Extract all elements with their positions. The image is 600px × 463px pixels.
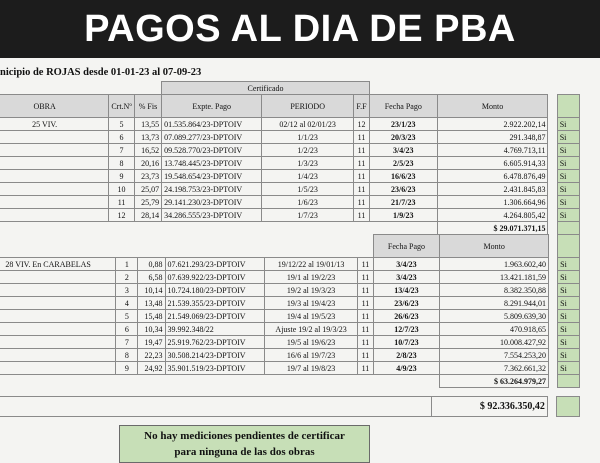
table-row [0,323,580,336]
fecha-cell: 21/7/23 [369,196,437,209]
extra-cell: Si [558,284,580,297]
spacer-cell [548,209,557,222]
ff-cell: 11 [358,271,373,284]
group-header-certificado: Certificado [162,82,370,95]
col-fis: % Fis [134,95,161,118]
fecha-cell: 23/6/23 [369,183,437,196]
crt-cell: 6 [109,131,134,144]
col-monto: Monto [437,95,548,118]
col-extra [557,95,579,118]
spacer-cell [549,284,558,297]
fecha-cell: 23/6/23 [373,297,440,310]
obra-cell [0,157,109,170]
table-row [0,336,580,349]
extra-cell: Si [557,157,579,170]
spacer-cell [548,118,557,131]
fecha-cell: 2/5/23 [369,157,437,170]
fis-cell: 13,73 [134,131,161,144]
fis-cell: 25,07 [134,183,161,196]
table-row [0,118,580,131]
spacer-cell [549,349,558,362]
periodo-cell: 19/7 al 19/8/23 [264,362,357,375]
fis-cell: 25,79 [134,196,161,209]
crt-cell: 2 [116,271,138,284]
note-line-1: No hay mediciones pendientes de certificar [144,430,345,442]
ff-cell: 11 [358,297,373,310]
monto-cell: 4.769.713,11 [437,144,548,157]
obra-cell [0,144,109,157]
fecha-cell: 3/4/23 [369,144,437,157]
fis-cell: 16,52 [134,144,161,157]
ff-cell: 11 [358,284,373,297]
obra-cell [0,271,116,284]
ff-cell: 11 [358,336,373,349]
col-fecha: Fecha Pago [369,95,437,118]
extra-cell: Si [558,349,580,362]
expte-cell: 19.548.654/23-DPTOIV [162,170,262,183]
obra-cell [0,349,116,362]
obra-cell [0,284,116,297]
payments-table-25-viv [0,81,580,235]
table-row [0,362,580,375]
fecha-cell: 3/4/23 [373,271,440,284]
periodo-cell: Ajuste 19/2 al 19/3/23 [264,323,357,336]
ff-cell: 11 [354,157,370,170]
fis-cell: 28,14 [134,209,161,222]
fis-cell: 22,23 [138,349,165,362]
table-row [0,297,580,310]
periodo-cell: 1/5/23 [262,183,354,196]
expte-cell: 21.539.355/23-DPTOIV [165,297,264,310]
extra-cell: Si [558,323,580,336]
ff-cell: 11 [358,310,373,323]
fis-cell: 20,16 [134,157,161,170]
monto-cell: 5.809.639,30 [440,310,549,323]
obra-cell [0,323,116,336]
monto-cell: 8.382.350,88 [440,284,549,297]
spacer-cell [548,183,557,196]
monto-cell: 2.922.202,14 [437,118,548,131]
crt-cell: 5 [116,310,138,323]
expte-cell: 30.508.214/23-DPTOIV [165,349,264,362]
fecha-cell: 10/7/23 [373,336,440,349]
periodo-cell: 19/12/22 al 19/01/13 [264,258,357,271]
fecha-cell: 4/9/23 [373,362,440,375]
table-row [0,209,580,222]
monto-cell: 8.291.944,01 [440,297,549,310]
grand-total-value: $ 92.336.350,42 [431,397,547,417]
obra-cell [0,170,109,183]
fecha-cell: 16/6/23 [369,170,437,183]
spacer-cell [549,258,558,271]
fis-cell: 10,34 [138,323,165,336]
extra-cell: Si [558,362,580,375]
fecha-cell: 12/7/23 [373,323,440,336]
extra-cell: Si [557,209,579,222]
table-row [0,258,580,271]
ff-cell: 11 [354,144,370,157]
fecha-cell: 26/6/23 [373,310,440,323]
ff-cell: 11 [358,323,373,336]
spacer-cell [549,323,558,336]
extra-cell: Si [558,271,580,284]
crt-cell: 7 [116,336,138,349]
obra-cell [0,297,116,310]
periodo-cell: 19/3 al 19/4/23 [264,297,357,310]
crt-cell: 10 [109,183,134,196]
obra-cell [0,183,109,196]
expte-cell: 07.621.293/23-DPTOIV [165,258,264,271]
col2-extra [558,235,580,258]
fis-cell: 10,14 [138,284,165,297]
monto-cell: 470.918,65 [440,323,549,336]
periodo-cell: 19/4 al 19/5/23 [264,310,357,323]
periodo-cell: 1/2/23 [262,144,354,157]
payments-table-28-viv [0,234,580,388]
crt-cell: 6 [116,323,138,336]
fecha-cell: 23/1/23 [369,118,437,131]
monto-cell: 7.554.253,20 [440,349,549,362]
table-row [0,170,580,183]
extra-cell: Si [558,258,580,271]
col2-fecha: Fecha Pago [373,235,440,258]
monto-cell: 7.362.661,32 [440,362,549,375]
col-obra: OBRA [0,95,109,118]
extra-cell: Si [557,118,579,131]
crt-cell: 8 [116,349,138,362]
ff-cell: 11 [358,349,373,362]
spacer-cell [549,297,558,310]
extra-cell: Si [557,196,579,209]
expte-cell: 39.992.348/22 [165,323,264,336]
ff-cell: 12 [354,118,370,131]
monto-cell: 10.008.427,92 [440,336,549,349]
expte-cell: 09.528.770/23-DPTOIV [162,144,262,157]
note-line-2: para ninguna de las dos obras [174,446,315,458]
fis-cell: 13,55 [134,118,161,131]
ff-cell: 11 [354,170,370,183]
obra-cell [0,336,116,349]
header-banner [0,0,600,58]
expte-cell: 35.901.519/23-DPTOIV [165,362,264,375]
extra-cell: Si [557,144,579,157]
obra-cell: 28 VIV. En CARABELAS [0,258,116,271]
fis-cell: 0,88 [138,258,165,271]
crt-cell: 1 [116,258,138,271]
ff-cell: 11 [358,362,373,375]
document-subtitle: nicipio de ROJAS desde 01-01-23 al 07-09-23 [0,67,202,78]
table-row [0,144,580,157]
fecha-cell: 2/8/23 [373,349,440,362]
fecha-cell: 1/9/23 [369,209,437,222]
crt-cell: 11 [109,196,134,209]
ff-cell: 11 [354,131,370,144]
periodo-cell: 1/4/23 [262,170,354,183]
fecha-cell: 3/4/23 [373,258,440,271]
table-row [0,131,580,144]
monto-cell: 1.306.664,96 [437,196,548,209]
table-row [0,310,580,323]
monto-cell: 6.605.914,33 [437,157,548,170]
expte-cell: 21.549.069/23-DPTOIV [165,310,264,323]
document-photo [0,58,600,463]
fis-cell: 15,48 [138,310,165,323]
crt-cell: 3 [116,284,138,297]
extra-cell: Si [557,131,579,144]
spacer-cell [548,170,557,183]
periodo-cell: 1/3/23 [262,157,354,170]
obra-cell [0,310,116,323]
monto-cell: 2.431.845,83 [437,183,548,196]
note-box [119,425,370,463]
obra-cell: 25 VIV. [0,118,109,131]
periodo-cell: 1/6/23 [262,196,354,209]
periodo-cell: 1/1/23 [262,131,354,144]
ff-cell: 11 [354,183,370,196]
spacer-cell [548,157,557,170]
crt-cell: 9 [109,170,134,183]
col-periodo: PERIODO [262,95,354,118]
col-expte: Expte. Pago [162,95,262,118]
extra-cell: Si [557,170,579,183]
obra-cell [0,131,109,144]
fis-cell: 13,48 [138,297,165,310]
monto-cell: 291.348,87 [437,131,548,144]
crt-cell: 7 [109,144,134,157]
periodo-cell: 19/1 al 19/2/23 [264,271,357,284]
ff-cell: 11 [354,196,370,209]
spacer-cell [548,196,557,209]
expte-cell: 07.089.277/23-DPTOIV [162,131,262,144]
obra-cell [0,362,116,375]
fis-cell: 19,47 [138,336,165,349]
subtotal-28-viv: $ 63.264.979,27 [440,375,549,388]
spacer-cell [549,336,558,349]
spacer-cell [549,310,558,323]
expte-cell: 29.141.230/23-DPTOIV [162,196,262,209]
crt-cell: 4 [116,297,138,310]
crt-cell: 5 [109,118,134,131]
grand-total-label [0,397,116,417]
fis-cell: 6,58 [138,271,165,284]
ff-cell: 11 [354,209,370,222]
fecha-cell: 13/4/23 [373,284,440,297]
monto-cell: 13.421.181,59 [440,271,549,284]
obra-cell [0,196,109,209]
col2-monto: Monto [440,235,549,258]
expte-cell: 24.198.753/23-DPTOIV [162,183,262,196]
periodo-cell: 19/5 al 19/6/23 [264,336,357,349]
table-row [0,183,580,196]
spacer-cell [549,271,558,284]
monto-cell: 1.963.602,40 [440,258,549,271]
col-crt: Crt.Nº [109,95,134,118]
expte-cell: 13.748.445/23-DPTOIV [162,157,262,170]
subtotal-row [0,222,580,235]
obra-cell [0,209,109,222]
crt-cell: 12 [109,209,134,222]
crt-cell: 9 [116,362,138,375]
subtotal-row [0,375,580,388]
grand-total-row [0,396,580,417]
monto-cell: 6.478.876,49 [437,170,548,183]
fis-cell: 23,73 [134,170,161,183]
table-row [0,284,580,297]
spacer-cell [549,362,558,375]
banner-title: PAGOS AL DIA DE PBA [84,7,516,50]
extra-cell: Si [558,297,580,310]
table-row [0,157,580,170]
spacer-cell [548,131,557,144]
fis-cell: 24,92 [138,362,165,375]
fecha-cell: 20/3/23 [369,131,437,144]
expte-cell: 01.535.864/23-DPTOIV [162,118,262,131]
expte-cell: 25.919.762/23-DPTOIV [165,336,264,349]
extra-cell: Si [557,183,579,196]
table-row [0,271,580,284]
periodo-cell: 19/2 al 19/3/23 [264,284,357,297]
spacer-cell [548,144,557,157]
extra-cell: Si [558,336,580,349]
ff-cell: 11 [358,258,373,271]
monto-cell: 4.264.805,42 [437,209,548,222]
periodo-cell: 02/12 al 02/01/23 [262,118,354,131]
subtotal-25-viv: $ 29.071.371,15 [437,222,548,235]
extra-cell: Si [558,310,580,323]
expte-cell: 34.286.555/23-DPTOIV [162,209,262,222]
expte-cell: 07.639.922/23-DPTOIV [165,271,264,284]
crt-cell: 8 [109,157,134,170]
table-row [0,349,580,362]
expte-cell: 10.724.180/23-DPTOIV [165,284,264,297]
col-ff: F.F [354,95,370,118]
periodo-cell: 16/6 al 19/7/23 [264,349,357,362]
periodo-cell: 1/7/23 [262,209,354,222]
table-row [0,196,580,209]
